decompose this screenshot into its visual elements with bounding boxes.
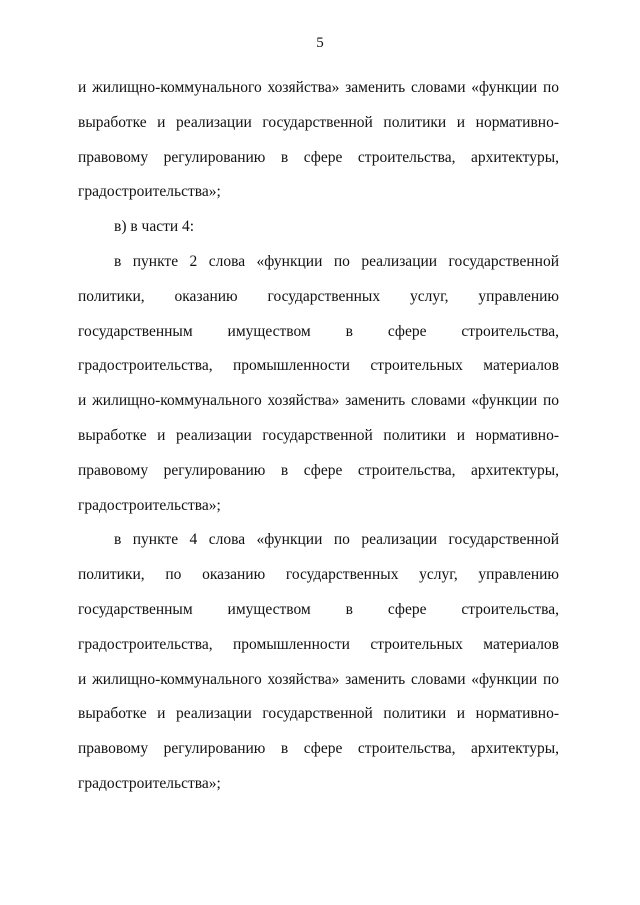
- text-line: в пункте 2 слова «функции по реализации государственной: [114, 252, 559, 270]
- text-line: государственным имуществом в сфере строительства,: [78, 600, 559, 618]
- paragraph: [78, 523, 559, 801]
- text-line: политики, по оказанию государственных услуг, управлению: [78, 566, 559, 584]
- text-line: и жилищно-коммунального хозяйства» заменить словами «функции по: [78, 670, 559, 688]
- text-line: градостроительства, промышленности строительных материалов: [78, 635, 559, 653]
- text-line: правовому регулированию в сфере строительства, архитектуры,: [78, 740, 559, 758]
- text-line: градостроительства, промышленности строительных материалов: [78, 357, 559, 375]
- paragraph: [78, 245, 559, 523]
- text-line: выработке и реализации государственной политики и нормативно-: [78, 113, 559, 131]
- text-line: и жилищно-коммунального хозяйства» заменить словами «функции по: [78, 392, 559, 410]
- text-line: градостроительства»;: [78, 774, 221, 792]
- text-line: политики, оказанию государственных услуг, управлению: [78, 287, 559, 305]
- text-line: в) в части 4:: [114, 218, 195, 236]
- text-line: и жилищно-коммунального хозяйства» заменить словами «функции по: [78, 79, 559, 96]
- paragraph: [78, 71, 559, 210]
- text-line: градостроительства»;: [78, 183, 221, 201]
- text-line: в пункте 4 слова «функции по реализации государственной: [114, 531, 559, 549]
- text-line: правовому регулированию в сфере строительства, архитектуры,: [78, 461, 559, 479]
- text-line: государственным имуществом в сфере строительства,: [78, 322, 559, 340]
- text-line: правовому регулированию в сфере строительства, архитектуры,: [78, 148, 559, 166]
- text-line: выработке и реализации государственной политики и нормативно-: [78, 426, 559, 444]
- text-line: выработке и реализации государственной политики и нормативно-: [78, 705, 559, 723]
- document-body: [78, 71, 559, 802]
- text-line: градостроительства»;: [78, 496, 221, 514]
- paragraph: [78, 210, 559, 245]
- page-number: 5: [316, 35, 324, 51]
